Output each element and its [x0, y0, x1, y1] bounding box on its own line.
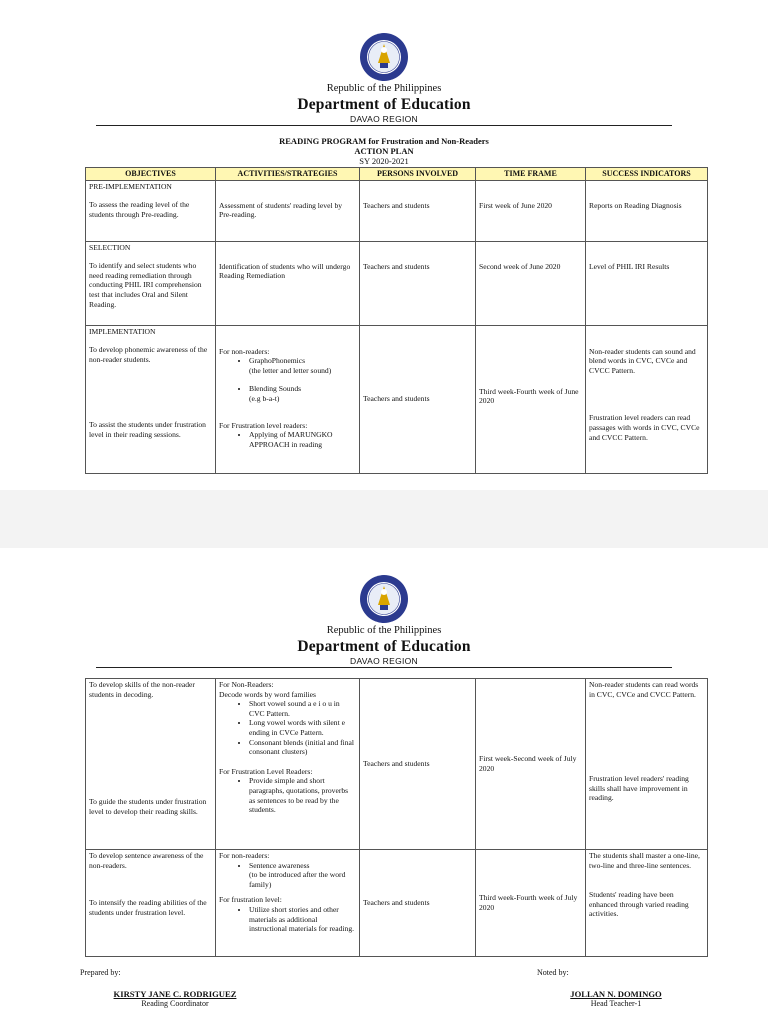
header-activities: ACTIVITIES/STRATEGIES: [216, 168, 360, 181]
region-line: DAVAO REGION: [350, 656, 418, 666]
activity-heading: For Frustration level readers:: [219, 420, 308, 430]
cell-activity: [216, 180, 360, 241]
republic-line: Republic of the Philippines: [326, 83, 442, 94]
table-row-decoding: [86, 679, 708, 850]
cell-persons: [360, 241, 476, 325]
action-plan-label: ACTION PLAN: [354, 146, 414, 156]
school-year: SY 2020-2021: [359, 156, 409, 166]
cell-time-frame: [476, 850, 586, 957]
cell-activity: [216, 679, 360, 850]
header-success-indicators: SUCCESS INDICATORS: [586, 168, 708, 181]
activity-list: [219, 356, 356, 366]
cell-objective: [86, 180, 216, 241]
table-row-implementation: [86, 325, 708, 473]
document-page-1: [0, 0, 768, 490]
header-time-frame: TIME FRAME: [476, 168, 586, 181]
cell-objective: [86, 850, 216, 957]
noted-by-label: Noted by:: [537, 968, 569, 977]
indicator-text: Reports on Reading Diagnosis: [589, 200, 682, 210]
cell-indicator: [586, 850, 708, 957]
header-rule: [96, 125, 672, 126]
cell-persons: [360, 679, 476, 850]
cell-activity: [216, 241, 360, 325]
objective-text: To assist the students under frustration level in their reading sessions.: [89, 420, 206, 439]
time-frame-text: Third week-Fourth week of July 2020: [479, 893, 578, 912]
activity-heading: For non-readers:: [219, 851, 270, 860]
time-frame-text: Third week-Fourth week of June 2020: [479, 386, 579, 406]
activity-text: Identification of students who will undergo Reading Remediation: [219, 261, 351, 281]
plan-title-block: [0, 136, 768, 166]
activity-list: [219, 861, 356, 871]
list-item: • GraphoPhonemics: [249, 356, 356, 366]
activity-list: [219, 905, 356, 934]
cell-indicator: [586, 180, 708, 241]
indicator-text: Frustration level readers can read passages with words in CVC, CVCe and CVCC Pattern.: [589, 413, 700, 442]
activity-text: Decode words by word families: [219, 689, 317, 699]
prepared-by-role: Reading Coordinator: [141, 999, 209, 1008]
table-row-pre-implementation: [86, 180, 708, 241]
header-rule: [96, 667, 672, 668]
indicator-text: Non-reader students can sound and blend words in CVC, CVCe and CVCC Pattern.: [589, 346, 696, 375]
indicator-text: Frustration level readers' reading skills shall have improvement in reading.: [589, 774, 689, 803]
indicator-text: Level of PHIL IRI Results: [589, 261, 670, 271]
activity-heading: For Frustration Level Readers:: [219, 766, 313, 776]
phase-label: PRE-IMPLEMENTATION: [89, 181, 172, 191]
deped-seal-icon: [359, 32, 409, 82]
cell-time-frame: [476, 325, 586, 473]
activity-list: [219, 384, 356, 394]
cell-persons: [360, 325, 476, 473]
list-item-note: (e.g b-a-t): [249, 393, 280, 403]
cell-objective: [86, 679, 216, 850]
list-item: • Long vowel words with silent e ending in CVCe Pattern.: [249, 718, 356, 737]
table-row-sentence-awareness: [86, 850, 708, 957]
indicator-text: The students shall master a one-line, two-line and three-line sentences.: [589, 851, 700, 870]
phase-label: SELECTION: [89, 242, 131, 252]
list-item: • Utilize short stories and other materials as additional instructional materials for reading.: [249, 905, 356, 934]
department-title: Department of Education: [297, 638, 471, 655]
header-persons: PERSONS INVOLVED: [360, 168, 476, 181]
cell-time-frame: [476, 241, 586, 325]
prepared-by-label: Prepared by:: [80, 968, 121, 977]
action-plan-table: [85, 167, 708, 474]
list-item-note: (the letter and letter sound): [249, 365, 332, 375]
activity-heading: For non-readers:: [219, 346, 270, 356]
list-item: • Sentence awareness: [249, 861, 356, 871]
objective-text: To assess the reading level of the students through Pre-reading.: [89, 200, 190, 219]
cell-persons: [360, 180, 476, 241]
document-page-2: [0, 548, 768, 1024]
indicator-text: Non-reader students can read words in CVC, CVCe and CVCC Pattern.: [589, 680, 699, 699]
table-row-selection: [86, 241, 708, 325]
activity-list: [219, 699, 356, 757]
region-line: DAVAO REGION: [350, 114, 418, 124]
table-header-row: [86, 168, 708, 181]
time-frame-text: First week of June 2020: [479, 200, 552, 210]
persons-text: Teachers and students: [363, 394, 430, 404]
phase-label: IMPLEMENTATION: [89, 326, 156, 336]
list-item: • Provide simple and short paragraphs, quotations, proverbs as sentences to be read by the students.: [249, 776, 356, 814]
noted-by-name: JOLLAN N. DOMINGO: [570, 989, 662, 999]
cell-indicator: [586, 679, 708, 850]
list-item: • Short vowel sound a e i o u in CVC Pattern.: [249, 699, 356, 718]
activity-text: Assessment of students' reading level by Pre-reading.: [219, 200, 343, 220]
activity-heading: For Non-Readers:: [219, 680, 274, 689]
action-plan-table-continued: [85, 678, 708, 957]
department-title: Department of Education: [297, 96, 471, 113]
activity-list: [219, 430, 356, 449]
list-item: • Consonant blends (initial and final consonant clusters): [249, 738, 356, 757]
cell-activity: [216, 850, 360, 957]
time-frame-text: First week-Second week of July 2020: [479, 754, 577, 773]
persons-text: Teachers and students: [363, 759, 430, 769]
cell-indicator: [586, 241, 708, 325]
objective-text: To intensify the reading abilities of the students under frustration level.: [89, 898, 207, 917]
objective-text: To guide the students under frustration level to develop their reading skills.: [89, 797, 207, 816]
time-frame-text: Second week of June 2020: [479, 261, 561, 271]
list-item: • Blending Sounds: [249, 384, 356, 394]
list-item-note: (to be introduced after the word family): [249, 870, 346, 889]
cell-objective: [86, 325, 216, 473]
activity-heading: For frustration level:: [219, 895, 282, 905]
prepared-by-name: KIRSTY JANE C. RODRIGUEZ: [113, 989, 237, 999]
objective-text: To develop skills of the non-reader students in decoding.: [89, 680, 195, 699]
header-objectives: OBJECTIVES: [86, 168, 216, 181]
deped-seal-icon: [359, 574, 409, 624]
prepared-by-signatory: [110, 989, 240, 1008]
activity-list: [219, 776, 356, 814]
cell-activity: [216, 325, 360, 473]
cell-indicator: [586, 325, 708, 473]
objective-text: To develop sentence awareness of the non-readers.: [89, 851, 204, 870]
objective-text: To develop phonemic awareness of the non-reader students.: [89, 345, 208, 364]
program-title: READING PROGRAM for Frustration and Non-Readers: [279, 136, 489, 146]
cell-time-frame: [476, 180, 586, 241]
persons-text: Teachers and students: [363, 898, 430, 908]
cell-persons: [360, 850, 476, 957]
list-item: • Applying of MARUNGKO APPROACH in reading: [249, 430, 356, 449]
cell-time-frame: [476, 679, 586, 850]
persons-text: Teachers and students: [363, 200, 430, 210]
cell-objective: [86, 241, 216, 325]
objective-text: To identify and select students who need reading remediation through conducting PHIL IRI comprehension test that includes Oral and Silent Reading.: [89, 261, 202, 309]
persons-text: Teachers and students: [363, 261, 430, 271]
indicator-text: Students' reading have been enhanced through varied reading activities.: [589, 890, 689, 919]
republic-line: Republic of the Philippines: [326, 625, 442, 636]
noted-by-role: Head Teacher-1: [590, 999, 642, 1008]
noted-by-signatory: [560, 989, 672, 1008]
